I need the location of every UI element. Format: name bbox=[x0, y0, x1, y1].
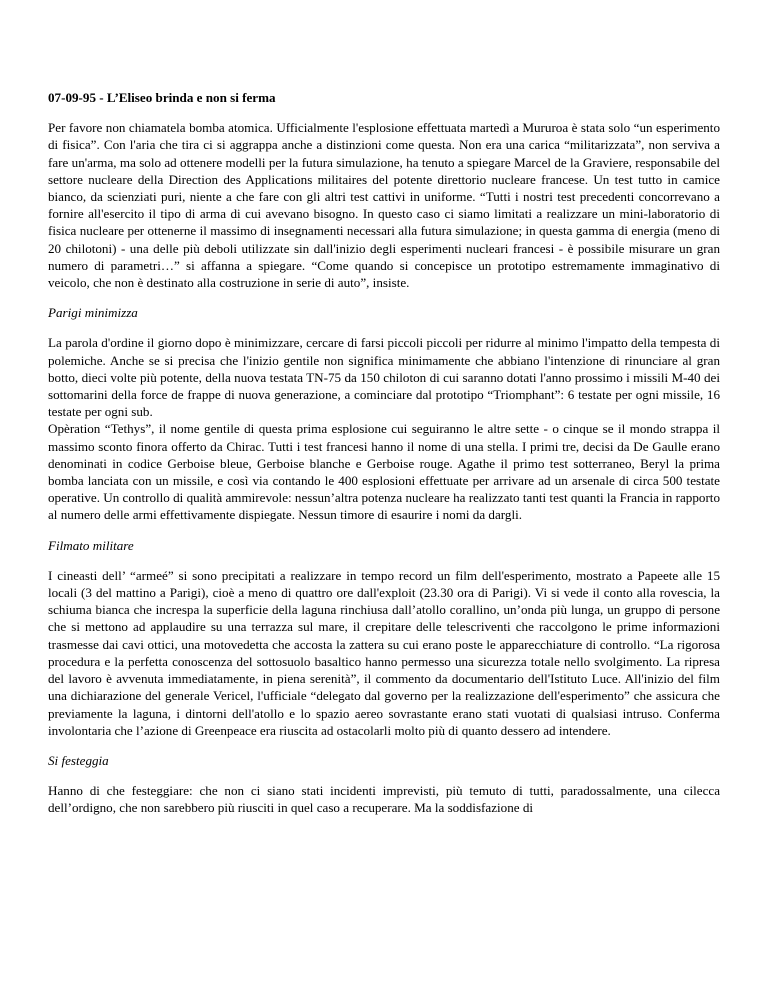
section-heading-si-festeggia: Si festeggia bbox=[48, 752, 109, 768]
intro-paragraph: Per favore non chiamatela bomba atomica. Ufficialmente l'esplosione effettuata martedì a Mururoa è stata solo “un esperimento di fisica”. Con l'aria che tira ci si aggrappa anche a distinzioni come questa. Non era una carica “militarizzata”, non serviva a fare un'arma, ma solo ad ottenere modelli per la futura simulazione, ha tenuto a spiegare Marcel de la Graviere, responsabile del settore nucleare della Direction des Applications militaires del potente direttorio nucleare francese. Un test tutto in camice bianco, da scienziati puri, niente a che fare con gli altri test cattivi in uniforme. “Tutti i nostri test precedenti concorrevano a fornire all'esercito il tipo di arma di cui avevano bisogno. In questo caso ci siamo limitati a realizzare un mini-laboratorio di fisica nucleare per ottenerne il massimo di insegnamenti necessari alla futura simulazione; in questa gamma di energia (meno di 20 chilotoni) - una delle più deboli utilizzate sin dall'inizio degli esperimenti nucleari francesi - è possibile misurare un gran numero di parametri…” si affanna a spiegare. “Come quando si concepisce un prototipo estremamente immaginativo di veicolo, che non è destinato alla costruzione in serie di auto”, insiste. bbox=[48, 120, 720, 291]
section-heading-filmato-militare: Filmato militare bbox=[48, 537, 134, 553]
section-paragraph: La parola d'ordine il giorno dopo è minimizzare, cercare di farsi piccoli piccoli per ridurre al minimo l'impatto della tempesta di polemiche. Anche se si precisa che l'inizio gentile non significa minimamente che abbiano l'intenzione di rinunciare al gran botto, dieci volte più potente, della nuova testata TN-75 da 150 chiloton di cui saranno dotati l'anno prossimo i missili M-40 dei sottomarini della force de frappe di nuova generazione, a cominciare dal prototipo “Triomphant”: 6 testate per ogni missile, 16 testate per ogni sub. bbox=[48, 335, 720, 420]
section-paragraph: Opèration “Tethys”, il nome gentile di questa prima esplosione cui seguiranno le altre sette - o cinque se il mondo strappa il massimo sconto finora offerto da Chirac. Tutti i test francesi hanno il nome di una stella. I primi tre, decisi da De Gaulle erano denominati in codice Gerboise bleue, Gerboise blanche e Gerboise rouge. Agathe il primo test sotterraneo, Beryl la prima bomba lanciata con un missile, e così via contando le 400 esplosioni effettuate per arrivare ad un arsenale di circa 500 testate operative. Un controllo di qualità ammirevole: nessun’altra potenza nucleare ha realizzato tanti test quanti la Francia in rapporto al numero delle armi effettivamente dispiegate. Nessun timore di esaurire i nomi da dargli. bbox=[48, 421, 720, 523]
document-page bbox=[48, 89, 720, 830]
article-title: 07-09-95 - L’Eliseo brinda e non si ferma bbox=[48, 90, 276, 105]
section-paragraph: Hanno di che festeggiare: che non ci siano stati incidenti imprevisti, più temuto di tutti, paradossalmente, una cilecca dell’ordigno, che non sarebbero più riusciti in quel caso a recuperare. Ma la soddisfazione di bbox=[48, 783, 720, 816]
section-heading-parigi-minimizza: Parigi minimizza bbox=[48, 305, 138, 321]
section-paragraph: I cineasti dell’ “armeé” si sono precipitati a realizzare in tempo record un film dell'esperimento, mostrato a Papeete alle 15 locali (3 del mattino a Parigi), cioè a meno di quattro ore dall'exploit (23.30 ora di Parigi). Vi si vede il conto alla rovescia, la schiuma bianca che increspa la superficie della laguna rinchiusa dall’atollo corallino, un’onda più lunga, un gruppo di persone che si mettono ad applaudire su una terrazza sul mare, il crepitare delle telescriventi che raccolgono le prime informazioni trasmesse dai cavi ottici, una motovedetta che accosta la zattera su cui erano poste le apparecchiature di controllo. “La rigorosa procedura e la perfetta conoscenza del sottosuolo basaltico hanno permesso una sicurezza totale nello svolgimento. La ripresa del lavoro è avvenuta immediatamente, in piena serenità”, il commento da documentario dell'Istituto Luce. All'inizio del film una dichiarazione del generale Vericel, l'ufficiale “delegato dal governo per la realizzazione dell'esperimento” che assicura che previamente la laguna, i dintorni dell'atollo e lo spazio aereo sovrastante erano stati vuotati di qualsiasi intruso. Conferma involontaria che l’azione di Greenpeace era riuscita ad ostacolarli molto più di quanto dessero ad intendere. bbox=[48, 567, 720, 738]
